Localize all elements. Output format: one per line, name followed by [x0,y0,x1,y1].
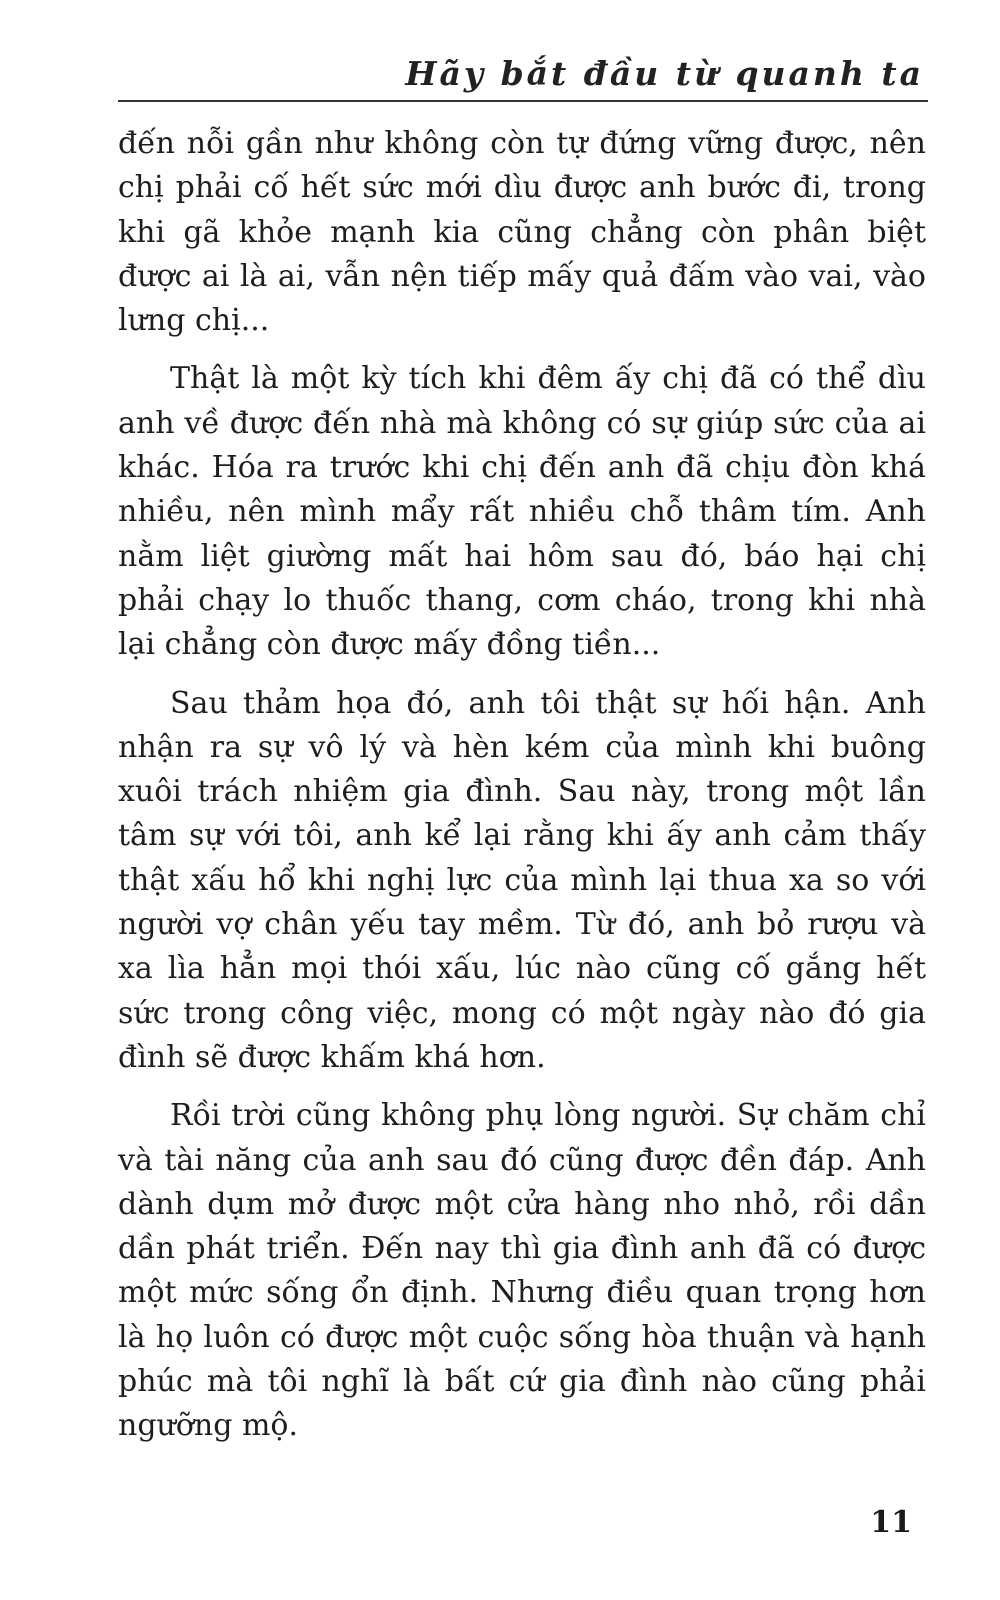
paragraph: Thật là một kỳ tích khi đêm ấy chị đã có thể dìu anh về được đến nhà mà không có sự giúp sức của ai khác. Hóa ra trước khi chị đến anh đã chịu đòn khá nhiều, nên mình mẩy rất nhiều chỗ thâm tím. Anh nằm liệt giường mất hai hôm sau đó, báo hại chị phải chạy lo thuốc thang, cơm cháo, trong khi nhà lại chẳng còn được mấy đồng tiền... [118,361,926,663]
body-text [118,122,926,1463]
paragraph: Sau thảm họa đó, anh tôi thật sự hối hận. Anh nhận ra sự vô lý và hèn kém của mình khi buông xuôi trách nhiệm gia đình. Sau này, trong một lần tâm sự với tôi, anh kể lại rằng khi ấy anh cảm thấy thật xấu hổ khi nghị lực của mình lại thua xa so với người vợ chân yếu tay mềm. Từ đó, anh bỏ rượu và xa lìa hẳn mọi thói xấu, lúc nào cũng cố gắng hết sức trong công việc, mong có một ngày nào đó gia đình sẽ được khấm khá hơn. [118,685,926,1075]
page-number: 11 [870,1505,912,1540]
paragraph: Rồi trời cũng không phụ lòng người. Sự chăm chỉ và tài năng của anh sau đó cũng được đền đáp. Anh dành dụm mở được một cửa hàng nho nhỏ, rồi dần dần phát triển. Đến nay thì gia đình anh đã có được một mức sống ổn định. Nhưng điều quan trọng hơn là họ luôn có được một cuộc sống hòa thuận và hạnh phúc mà tôi nghĩ là bất cứ gia đình nào cũng phải ngưỡng mộ. [118,1098,926,1444]
running-header [118,48,928,102]
paragraph-continued: đến nỗi gần như không còn tự đứng vững được, nên chị phải cố hết sức mới dìu được anh bước đi, trong khi gã khỏe mạnh kia cũng chẳng còn phân biệt được ai là ai, vẫn nện tiếp mấy quả đấm vào vai, vào lưng chị... [118,126,926,339]
running-title: Hãy bắt đầu từ quanh ta [405,54,924,93]
